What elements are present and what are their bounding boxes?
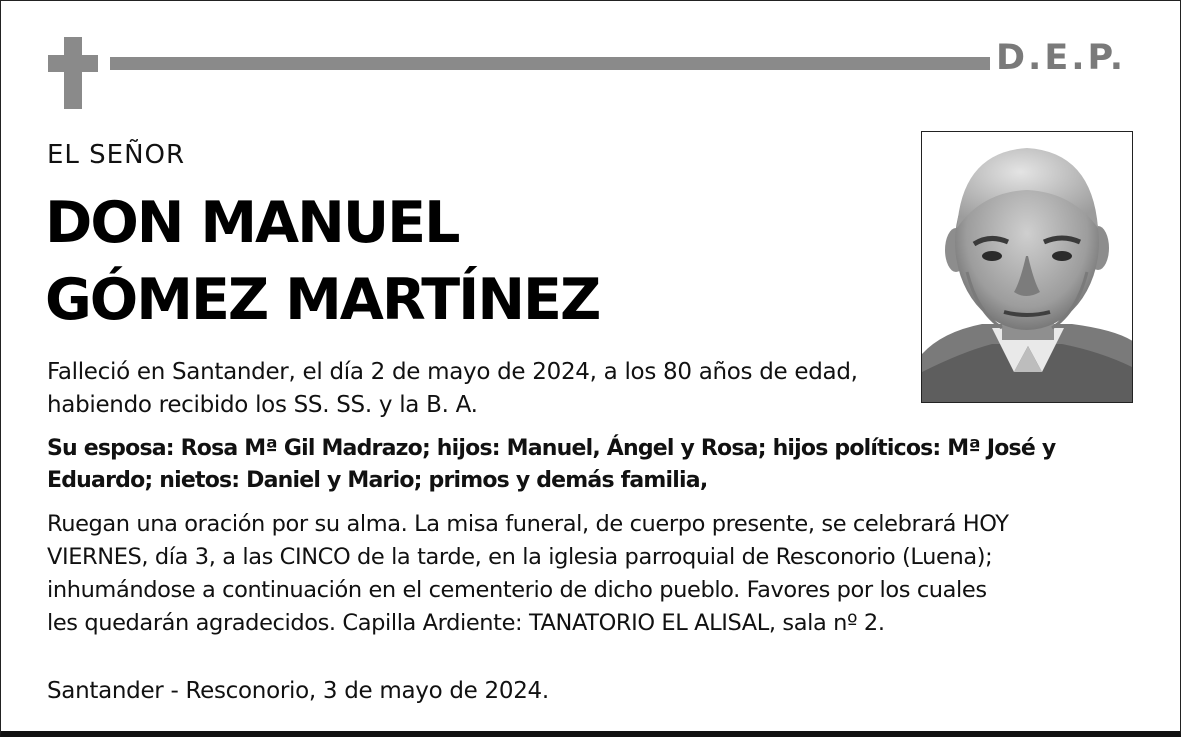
funeral-line: Ruegan una oración por su alma. La misa funeral, de cuerpo presente, se celebrará HOY (47, 511, 1009, 537)
honorific: EL SEÑOR (47, 140, 186, 170)
place-date: Santander - Resconorio, 3 de mayo de 2024. (47, 678, 549, 704)
header-rule (110, 57, 990, 70)
death-line: Falleció en Santander, el día 2 de mayo de 2024, a los 80 años de edad, (47, 359, 858, 385)
deceased-name-line-2: GÓMEZ MARTÍNEZ (45, 267, 600, 333)
deceased-portrait-photo (921, 131, 1133, 403)
funeral-line: inhumándose a continuación en el cementerio de dicho pueblo. Favores por los cuales (47, 577, 987, 603)
dep-label: D.E.P. (996, 38, 1127, 78)
funeral-paragraph (47, 508, 1009, 640)
funeral-line: les quedarán agradecidos. Capilla Ardiente: TANATORIO EL ALISAL, sala nº 2. (47, 610, 885, 636)
funeral-line: VIERNES, día 3, a las CINCO de la tarde, en la iglesia parroquial de Resconorio (Luena); (47, 544, 993, 570)
family-paragraph (47, 433, 1055, 497)
family-line: Eduardo; nietos: Daniel y Mario; primos y demás familia, (47, 468, 708, 493)
family-line: Su esposa: Rosa Mª Gil Madrazo; hijos: Manuel, Ángel y Rosa; hijos políticos: Mª José y (47, 436, 1056, 461)
death-paragraph (47, 356, 858, 422)
deceased-name-line-1: DON MANUEL (45, 190, 459, 256)
death-line: habiendo recibido los SS. SS. y la B. A. (47, 392, 478, 418)
